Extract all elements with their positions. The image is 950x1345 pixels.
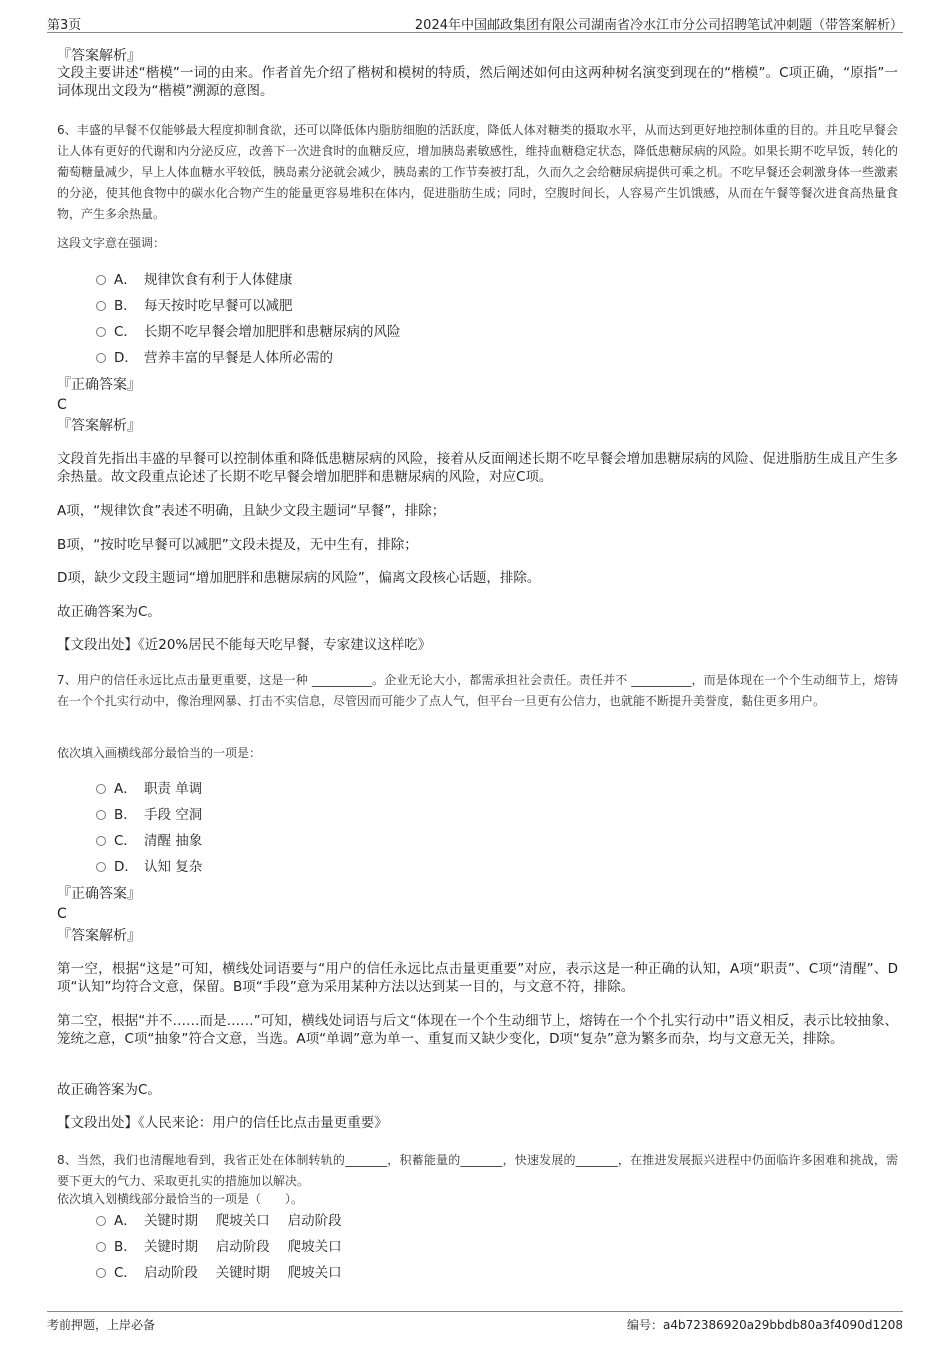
correct-answer-label: 『正确答案』 [57, 377, 141, 393]
correct-answer: C [57, 906, 67, 922]
q7-option-d[interactable]: D． 认知 复杂 [96, 857, 202, 877]
question-6-text: 6、丰盛的早餐不仅能够最大程度抑制食欲，还可以降低体内脂肪细胞的活跃度，降低人体对糖类的摄取水平，从而达到更好地控制体重的目的。并且吃早餐会让人体有更好的代谢和内分泌反应，改善下一次进食时的血糖反应，增加胰岛素敏感性，维持血糖稳定状态，降低患糖尿病的风险。如果长期不吃早饭，转化的葡萄糖量减少，早上人体血糖水平较低，胰岛素分泌就会减少，胰岛素的工作节奏被打乱，久而久之会给糖尿病提供可乘之机。不吃早餐还会刺激身体一些激素的分泌，使其他食物中的碳水化合物产生的能量更容易堆积在体内，促进脂肪生成；同时，空腹时间长，人容易产生饥饿感，从而在午餐等餐次进食高热量食物，产生多余热量。 [57, 123, 898, 221]
q7-option-c[interactable]: C． 清醒 抽象 [96, 831, 202, 851]
q6-option-a[interactable]: A． 规律饮食有利于人体健康 [96, 270, 293, 290]
correct-answer-label: 『正确答案』 [57, 886, 141, 902]
page-footer [47, 1311, 903, 1334]
q6-option-c[interactable]: C． 长期不吃早餐会增加肥胖和患糖尿病的风险 [96, 322, 401, 342]
q8-option-a[interactable]: A． 关键时期 爬坡关口 启动阶段 [96, 1211, 342, 1231]
analysis-text: 文段主要讲述“楷模”一词的由来。作者首先介绍了楷树和模树的特质，然后阐述如何由这两种树名演变到现在的“楷模”。C项正确，“原指”一词体现出文段为“楷模”溯源的意图。 [57, 65, 898, 99]
analysis-paragraph: 文段首先指出丰盛的早餐可以控制体重和降低患糖尿病的风险，接着从反面阐述长期不吃早餐会增加患糖尿病的风险、促进脂肪生成且产生多余热量。故文段重点论述了长期不吃早餐会增加肥胖和患糖尿病的风险，对应C项。 [57, 451, 898, 485]
analysis-label: 『答案解析』 [57, 928, 141, 944]
radio-icon[interactable] [96, 1242, 106, 1252]
analysis-conclusion: 故正确答案为C。 [57, 1082, 161, 1098]
footer-slogan: 考前押题，上岸必备 [47, 1318, 156, 1332]
radio-icon[interactable] [96, 275, 106, 285]
radio-icon[interactable] [96, 862, 106, 872]
analysis-paragraph: D项，缺少文段主题词“增加肥胖和患糖尿病的风险”，偏离文段核心话题，排除。 [57, 570, 541, 586]
radio-icon[interactable] [96, 810, 106, 820]
correct-answer: C [57, 397, 67, 413]
page-number: 第3页 [47, 18, 82, 33]
radio-icon[interactable] [96, 1216, 106, 1226]
q7-option-a[interactable]: A． 职责 单调 [96, 779, 202, 799]
analysis-label: 『答案解析』 [57, 418, 141, 434]
source-citation: 【文段出处】《人民来论：用户的信任比点击量更重要》 [57, 1115, 388, 1131]
question-6-prompt: 这段文字意在强调： [57, 236, 166, 250]
radio-icon[interactable] [96, 353, 106, 363]
q6-option-d[interactable]: D． 营养丰富的早餐是人体所必需的 [96, 348, 333, 368]
page-header [47, 12, 903, 33]
q6-option-b[interactable]: B． 每天按时吃早餐可以减肥 [96, 296, 293, 316]
q8-option-c[interactable]: C． 启动阶段 关键时期 爬坡关口 [96, 1263, 342, 1283]
analysis-paragraph: 第一空，根据“这是”可知，横线处词语要与“用户的信任永远比点击量更重要”对应，表示这是一种正确的认知，A项“职责”、C项“清醒”、D项“认知”均符合文意，保留。B项“手段”意为采用某种方法以达到某一目的，与文意不符，排除。 [57, 961, 898, 995]
analysis-paragraph: B项，“按时吃早餐可以减肥”文段未提及，无中生有，排除； [57, 537, 418, 553]
q7-option-b[interactable]: B． 手段 空洞 [96, 805, 202, 825]
analysis-label: 『答案解析』 [57, 48, 141, 64]
q8-option-b[interactable]: B． 关键时期 启动阶段 爬坡关口 [96, 1237, 342, 1257]
analysis-conclusion: 故正确答案为C。 [57, 604, 161, 620]
document-title: 2024年中国邮政集团有限公司湖南省冷水江市分公司招聘笔试冲刺题（带答案解析） [414, 18, 903, 33]
question-8-prompt: 依次填入划横线部分最恰当的一项是（ ）。 [57, 1192, 304, 1206]
radio-icon[interactable] [96, 1268, 106, 1278]
question-7-prompt: 依次填入画横线部分最恰当的一项是： [57, 746, 262, 760]
radio-icon[interactable] [96, 301, 106, 311]
analysis-paragraph: A项，“规律饮食”表述不明确，且缺少文段主题词“早餐”，排除； [57, 503, 446, 519]
radio-icon[interactable] [96, 836, 106, 846]
radio-icon[interactable] [96, 327, 106, 337]
analysis-paragraph: 第二空，根据“并不……而是……”可知，横线处词语与后文“体现在一个个生动细节上，熔铸在一个个扎实行动中”语义相反，表示比较抽象、笼统之意，C项“抽象”符合文意，当选。A项“单调”意为单一、重复而又缺少变化，D项“复杂”意为繁多而杂，均与文意无关，排除。 [57, 1013, 898, 1047]
document-id: 编号：a4b72386920a29bbdb80a3f4090d1208 [627, 1318, 903, 1332]
radio-icon[interactable] [96, 784, 106, 794]
question-8-text: 8、当然，我们也清醒地看到，我省正处在体制转轨的_______，积蓄能量的_______，快速发展的_______，在推进发展振兴进程中仍面临许多困难和挑战，需要下更大的气力、采取更扎实的措施加以解决。 [57, 1153, 898, 1188]
question-7-text: 7、用户的信任永远比点击量更重要，这是一种 __________。企业无论大小，都需承担社会责任。责任并不 __________，而是体现在一个个生动细节上，熔铸在一个个扎实行动中，像治理网暴、打击不实信息，尽管因而可能少了点人气，但平台一旦更有公信力，也就能不断提升美誉度，黏住更多用户。 [57, 673, 898, 708]
source-citation: 【文段出处】《近20%居民不能每天吃早餐，专家建议这样吃》 [57, 637, 432, 653]
